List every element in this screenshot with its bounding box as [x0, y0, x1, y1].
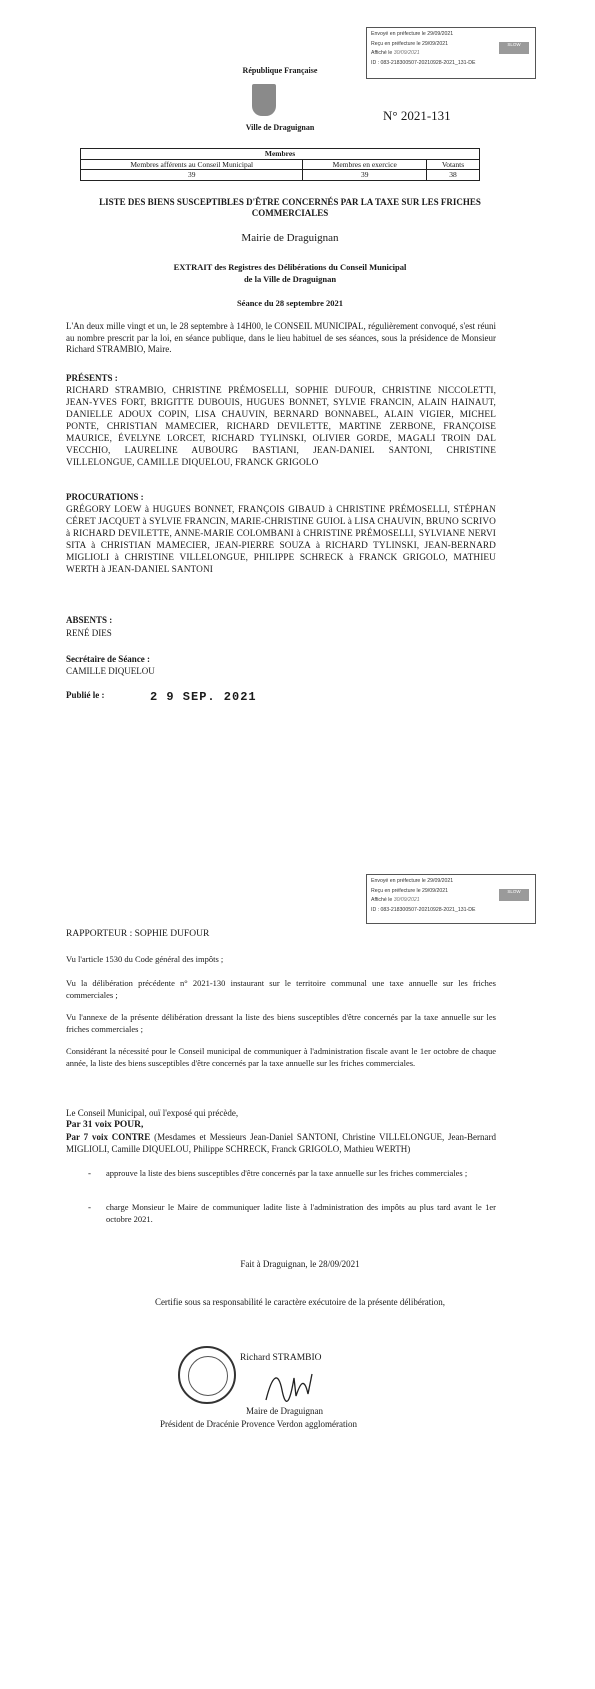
conseil-line: Le Conseil Municipal, ouï l'exposé qui précède,: [66, 1108, 239, 1118]
seance-date: Séance du 28 septembre 2021: [236, 298, 344, 308]
signatory-role-agglo: Président de Dracénie Provence Verdon agglomération: [160, 1419, 358, 1429]
city-coat-of-arms-icon: [252, 84, 276, 116]
vu-article: Vu l'article 1530 du Code général des impôts ;: [66, 954, 224, 964]
stamp-mid-affiche-label: Affiché le: [371, 897, 393, 903]
bullet-dash-1: -: [88, 1168, 91, 1178]
mairie-label: Mairie de Draguignan: [241, 232, 339, 244]
stamp-mid-affiche-value: 30/09/2021: [393, 897, 420, 903]
vu-deliberation: Vu la délibération précédente n° 2021-130 instaurant sur le territoire communal une taxe annuelle sur les friches commerciales ;: [66, 978, 496, 1000]
mairie-seal-icon: [178, 1346, 236, 1404]
decision-approuve: approuve la liste des biens susceptibles d'être concernés par la taxe annuelle sur les friches commerciales ;: [106, 1168, 468, 1178]
absents-label: ABSENTS :: [66, 615, 113, 625]
publie-label: Publié le :: [66, 690, 105, 700]
stamp-affiche-value: 30/09/2021: [393, 50, 420, 56]
stamp-line-recu: Reçu en préfecture le 29/09/2021: [371, 40, 449, 47]
publie-date-stamp: 2 9 SEP. 2021: [150, 690, 257, 704]
republique-label: République Française: [242, 66, 318, 75]
presents-label: PRÉSENTS :: [66, 373, 118, 383]
stamp-mid-line-envoye: Envoyé en préfecture le 29/09/2021: [371, 878, 454, 884]
vote-contre: [66, 1132, 496, 1155]
extrait-line-1: EXTRAIT des Registres des Délibérations du Conseil Municipal: [173, 262, 407, 272]
stamp-mid-line-recu: Reçu en préfecture le 29/09/2021: [371, 887, 449, 894]
val-afferents: 39: [81, 170, 303, 181]
procurations-list: GRÉGORY LOEW à HUGUES BONNET, FRANÇOIS GIBAUD à CHRISTINE PRÉMOSELLI, STÉPHAN CÉRET JACQUET à SYLVIE FRANCIN, MARIE-CHRISTINE GUIOL à LISA CHAUVIN, BRUNO SCRIVO à RICHARD DEVILETTE, ANNE-MARIE COLOMBANI à CHRISTINE PRÉMOSELLI, SYLVIANE NERVI SITA à CHRISTIAN MAMECIER, JEAN-PIERRE SOUZA à RICHARD TYLINSKI, JEAN-BERNARD MIGLIOLI à CHRISTINE VILLELONGUE, PHILIPPE SCHRECK à FRANCK GRIGOLO, MATHIEU WERTH à JEAN-DANIEL SANTONI: [66, 505, 496, 575]
val-votants: 38: [427, 170, 480, 181]
ville-label: Ville de Draguignan: [245, 123, 315, 132]
val-exercice: 39: [303, 170, 427, 181]
deliberation-number: N° 2021-131: [383, 108, 451, 123]
stamp-affiche-label: Affiché le: [371, 50, 393, 56]
secretaire-label: Secrétaire de Séance :: [66, 654, 151, 664]
prefecture-stamp-top: [366, 27, 536, 79]
absents-value: RENÉ DIES: [66, 628, 112, 638]
stamp-line-id: ID : 083-218300507-20210928-2021_131-DE: [371, 59, 476, 66]
members-table: [80, 148, 480, 181]
col-votants: Votants: [427, 159, 480, 170]
document-title: LISTE DES BIENS SUSCEPTIBLES D'ÊTRE CONCERNÉS PAR LA TAXE SUR LES FRICHES COMMERCIALES: [99, 197, 481, 218]
certifie: Certifie sous sa responsabilité le caractère exécutoire de la présente délibération,: [154, 1297, 446, 1307]
handwritten-signature-icon: [262, 1366, 322, 1406]
stamp-line-envoye: Envoyé en préfecture le 29/09/2021: [371, 31, 454, 37]
col-exercice: Membres en exercice: [303, 159, 427, 170]
secretaire-value: CAMILLE DIQUELOU: [66, 666, 155, 676]
decision-charge: charge Monsieur le Maire de communiquer ladite liste à l'administration des impôts au plus tard avant le 1er octobre 2021.: [106, 1202, 496, 1224]
signatory-name: Richard STRAMBIO: [240, 1353, 322, 1363]
bullet-dash-2: -: [88, 1202, 91, 1212]
members-title: Membres: [81, 149, 480, 160]
extrait-line-2: de la Ville de Draguignan: [243, 274, 337, 284]
vote-pour: Par 31 voix POUR,: [66, 1120, 144, 1130]
fait-a: Fait à Draguignan, le 28/09/2021: [240, 1259, 360, 1269]
vu-annexe: Vu l'annexe de la présente délibération dressant la liste des biens susceptibles d'être concernés par la taxe annuelle sur les friches commerciales ;: [66, 1012, 496, 1034]
intro-paragraph: L'An deux mille vingt et un, le 28 septembre à 14H00, le CONSEIL MUNICIPAL, régulièrement convoqué, s'est réuni au nombre prescrit par la loi, en séance publique, dans le lieu habituel de ses séances, sous la présidence de Monsieur Richard STRAMBIO, Maire.: [66, 321, 496, 354]
slow-badge: SLOW: [499, 42, 529, 54]
col-afferents: Membres afférents au Conseil Municipal: [81, 159, 303, 170]
vote-contre-label: Par 7 voix CONTRE: [66, 1132, 151, 1142]
stamp-mid-line-id: ID : 083-218300507-20210928-2021_131-DE: [371, 906, 476, 913]
signatory-role: Maire de Draguignan: [246, 1406, 323, 1416]
procurations-label: PROCURATIONS :: [66, 492, 144, 502]
presents-list: RICHARD STRAMBIO, CHRISTINE PRÉMOSELLI, SOPHIE DUFOUR, CHRISTINE NICCOLETTI, JEAN-YVES FORT, BRIGITTE DUBOUIS, HUGUES BONNET, SYLVIE FRANCIN, ALAIN HAINAUT, DANIELLE ADOUX COPIN, LISA CHAUVIN, BERNARD BONNABEL, ALAIN VIGIER, MICHEL PONTE, CHRISTIAN MAMECIER, RICHARD DEVILETTE, MARTINE ZERBONE, FRANÇOISE MAURICE, ÉVELYNE LORCET, RICHARD TYLINSKI, OLIVIER GORDE, MAGALI TROIN DAL VECCHIO, LAURELINE AUBOURG BASTIANI, JEAN-DANIEL SANTONI, CHRISTINE VILLELONGUE, CAMILLE DIQUELOU, FRANCK GRIGOLO: [66, 386, 496, 468]
considerant: Considérant la nécessité pour le Conseil municipal de communiquer à l'administration fiscale avant le 1er octobre de chaque année, la liste des biens susceptibles d'être concernés par la taxe annuelle sur les friches commerciales.: [66, 1046, 496, 1068]
prefecture-stamp-mid: [366, 874, 536, 924]
rapporteur: RAPPORTEUR : SOPHIE DUFOUR: [66, 929, 210, 939]
slow-badge-mid: SLOW: [499, 889, 529, 901]
vote-contre-names: (Mesdames et Messieurs Jean-Daniel SANTONI, Christine VILLELONGUE, Jean-Bernard MIGLIOLI, Camille DIQUELOU, Philippe SCHRECK, Franck GRIGOLO, Mathieu WERTH): [66, 1132, 496, 1154]
